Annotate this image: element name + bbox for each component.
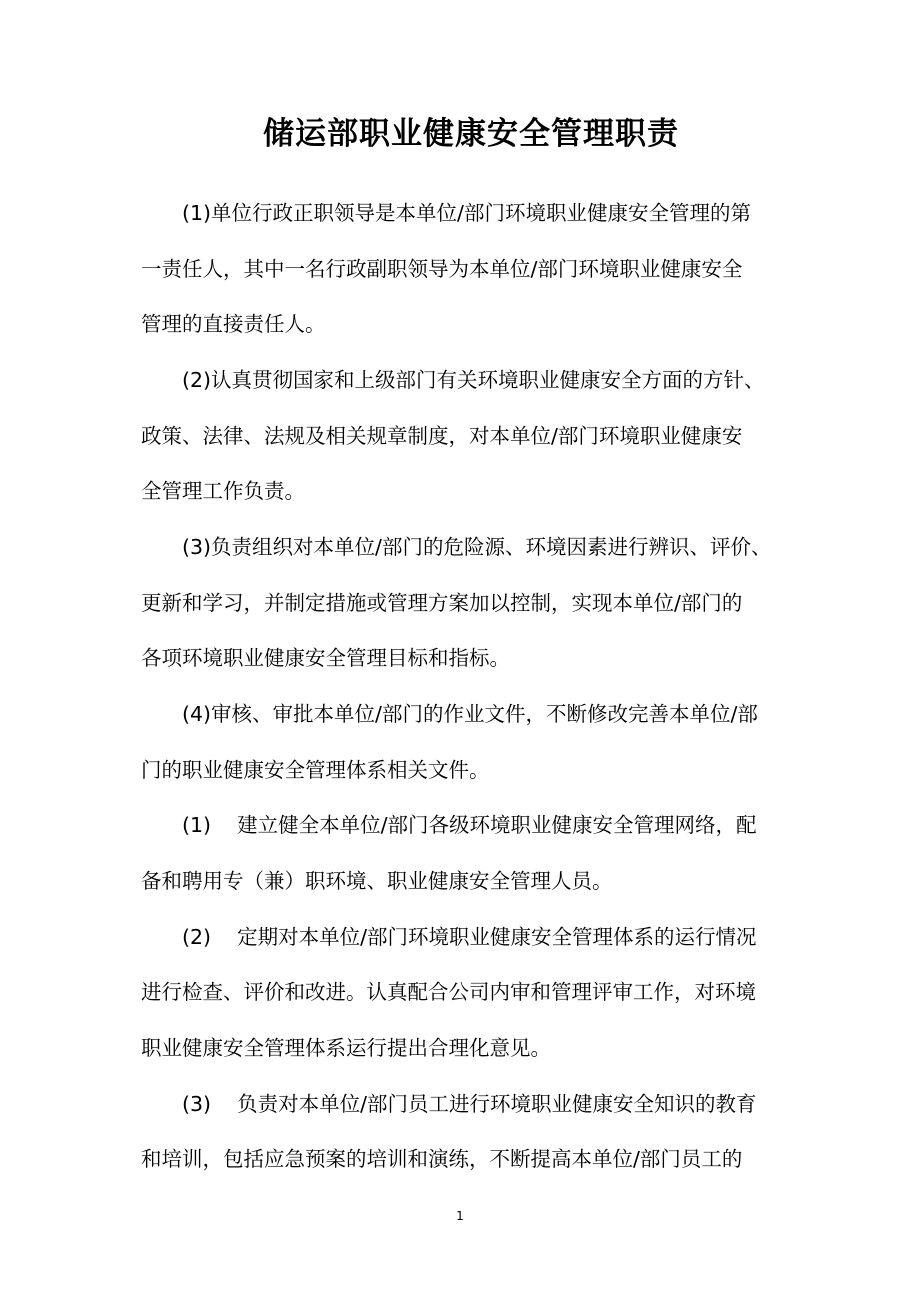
paragraph-line: (4)审核、审批本单位/部门的作业文件，不断修改完善本单位/部 [182, 702, 758, 726]
paragraph-line: 门的职业健康安全管理体系相关文件。 [141, 758, 490, 782]
paragraph-line: (3) 负责对本单位/部门员工进行环境职业健康安全知识的教育 [182, 1092, 757, 1116]
document-title: 储运部职业健康安全管理职责 [263, 116, 679, 152]
paragraph-line: 一责任人，其中一名行政副职领导为本单位/部门环境职业健康安全 [141, 257, 743, 281]
paragraph-line: 管理的直接责任人。 [141, 312, 326, 336]
paragraph-line: (1) 建立健全本单位/部门各级环境职业健康安全管理网络，配 [182, 813, 757, 837]
paragraph-line: (2) 定期对本单位/部门环境职业健康安全管理体系的运行情况 [182, 925, 757, 949]
paragraph-line: (2)认真贯彻国家和上级部门有关环境职业健康安全方面的方针、 [182, 368, 765, 392]
paragraph-line: 更新和学习，并制定措施或管理方案加以控制，实现本单位/部门的 [141, 591, 743, 615]
page-number: 1 [456, 1209, 464, 1223]
paragraph-line: (3)负责组织对本单位/部门的危险源、环境因素进行辨识、评价、 [182, 535, 772, 559]
paragraph-line: 职业健康安全管理体系运行提出合理化意见。 [141, 1036, 551, 1060]
paragraph-line: 备和聘用专（兼）职环境、职业健康安全管理人员。 [141, 869, 613, 893]
paragraph-line: 进行检查、评价和改进。认真配合公司内审和管理评审工作，对环境 [141, 980, 756, 1004]
paragraph-line: (1)单位行政正职领导是本单位/部门环境职业健康安全管理的第 [182, 201, 751, 225]
paragraph-line: 各项环境职业健康安全管理目标和指标。 [141, 646, 510, 670]
paragraph-line: 和培训，包括应急预案的培训和演练，不断提高本单位/部门员工的 [141, 1147, 743, 1171]
paragraph-line: 政策、法律、法规及相关规章制度，对本单位/部门环境职业健康安 [141, 424, 743, 448]
paragraph-line: 全管理工作负责。 [141, 479, 305, 503]
